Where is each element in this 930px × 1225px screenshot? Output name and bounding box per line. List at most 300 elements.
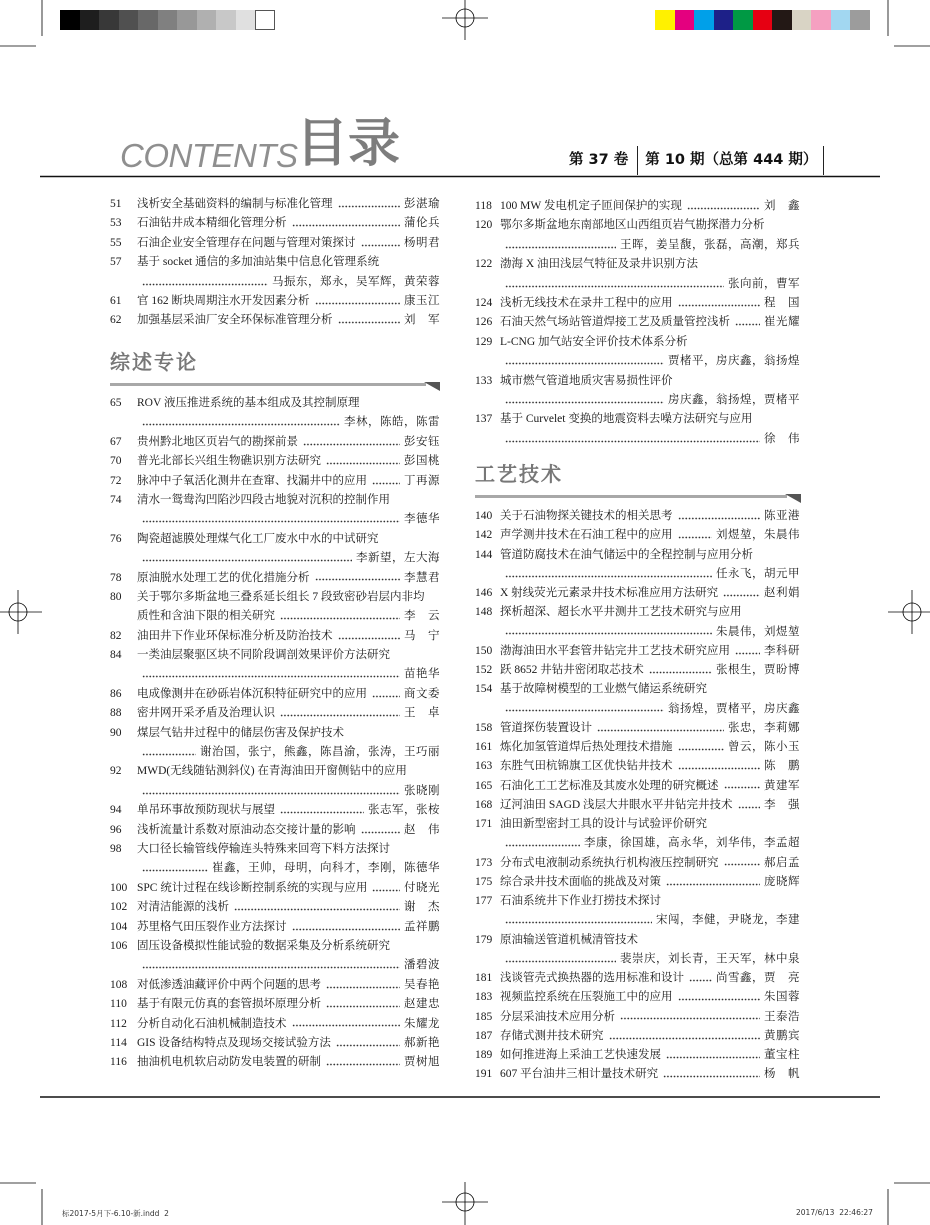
page-number: 84 <box>110 649 122 662</box>
dot-leader <box>505 565 712 584</box>
article-authors: 黄鹏宾 <box>764 1029 800 1042</box>
article-authors: 商文委 <box>404 687 440 700</box>
dot-leader <box>738 796 760 815</box>
article-title: 城市燃气管道地质灾害易损性评价 <box>500 374 673 387</box>
gray-scale-bar <box>60 10 275 30</box>
article-authors: 李德华 <box>404 513 440 526</box>
toc-entry-row <box>110 292 440 311</box>
gray-swatch <box>60 10 80 30</box>
toc-entry-row <box>475 526 800 545</box>
page-number: 53 <box>110 217 122 230</box>
gray-swatch <box>158 10 178 30</box>
page-number: 67 <box>110 435 122 448</box>
article-title: 清水一鸳鸯沟凹陷沙四段古地貌对沉积的控制作用 <box>137 493 390 506</box>
dot-leader <box>597 719 724 738</box>
toc-entry-row <box>475 969 800 988</box>
article-authors: 蒲伦兵 <box>404 217 440 230</box>
toc-entry-row <box>475 719 800 738</box>
gray-swatch <box>216 10 236 30</box>
dot-leader <box>142 413 340 432</box>
article-title: 渤海油田水平套管井钻完井工艺技术研究应用 <box>500 644 730 657</box>
toc-entry-row <box>110 704 440 723</box>
article-authors: 康玉江 <box>404 294 440 307</box>
footer-file-name: 标2017-5月下-6.10-新.indd 2 <box>62 1209 169 1218</box>
toc-entry-row <box>110 452 440 471</box>
gray-swatch <box>255 10 275 30</box>
toc-author-row <box>475 352 800 371</box>
color-swatch <box>831 10 851 30</box>
gray-swatch <box>99 10 119 30</box>
article-authors: 赵建忠 <box>404 998 440 1011</box>
dot-leader <box>338 627 401 646</box>
toc-entry-row <box>110 588 440 607</box>
article-authors: 张晓刚 <box>404 784 440 797</box>
page-number: 98 <box>110 842 122 855</box>
page-number: 163 <box>475 760 493 773</box>
color-swatch <box>733 10 753 30</box>
toc-entry-row <box>475 372 800 391</box>
article-authors: 房庆鑫，翁扬煌，贾楮平 <box>668 393 800 406</box>
dot-leader <box>142 549 352 568</box>
page-number: 114 <box>110 1036 127 1049</box>
page-number: 120 <box>475 219 493 232</box>
color-swatch <box>811 10 831 30</box>
page-number: 144 <box>475 548 493 561</box>
crop-mark-bottom-right <box>888 1183 930 1225</box>
page-number: 94 <box>110 804 122 817</box>
page-number: 152 <box>475 664 493 676</box>
dot-leader <box>292 214 401 233</box>
article-title: 石油企业安全管理存在问题与管理对策探讨 <box>137 236 356 249</box>
toc-author-row <box>475 911 800 930</box>
toc-entry-row <box>110 685 440 704</box>
article-title: 分层采油技术应用分析 <box>500 1010 615 1023</box>
article-authors: 贾楮平，房庆鑫，翁扬煌 <box>668 355 800 368</box>
dot-leader <box>678 738 725 757</box>
left-column-section-entries <box>110 394 440 1073</box>
toc-author-row <box>475 834 800 853</box>
toc-entry-row <box>110 879 440 898</box>
dot-leader <box>142 956 400 975</box>
article-title: 分布式电液制动系统执行机构液压控制研究 <box>500 856 719 869</box>
article-authors: 郝启孟 <box>764 856 800 869</box>
toc-entry-row <box>110 801 440 820</box>
article-authors: 谢 杰 <box>404 901 440 914</box>
registration-mark-left <box>0 590 42 634</box>
page-number: 150 <box>475 644 493 657</box>
toc-entry-row <box>110 491 440 510</box>
page-number: 106 <box>110 939 128 952</box>
section-heading-review: 综述专论 <box>110 350 198 374</box>
article-title: 管道探伤装置设计 <box>500 721 592 734</box>
dot-leader <box>372 472 400 491</box>
article-authors: 郝新艳 <box>404 1036 440 1049</box>
article-title: 抽油机电机软启动防发电装置的研制 <box>137 1056 321 1069</box>
dot-leader <box>336 1034 400 1053</box>
registration-mark-right <box>888 590 930 634</box>
toc-entry-row <box>475 294 800 313</box>
section-underline-process <box>475 494 801 503</box>
article-title: 单吊环事故预防现状与展望 <box>137 804 275 817</box>
page-number: 80 <box>110 590 122 603</box>
article-authors: 董宝柱 <box>764 1049 800 1061</box>
article-authors: 张向前，曹军 <box>728 277 800 290</box>
article-title: 贵州黔北地区页岩气的勘探前景 <box>137 435 298 448</box>
article-authors: 张志军，张桉 <box>368 804 440 817</box>
toc-author-row <box>110 510 440 529</box>
dot-leader <box>724 777 761 796</box>
article-title: 关于石油物探关键技术的相关思考 <box>500 510 673 522</box>
toc-author-row <box>475 275 800 294</box>
toc-entry-row <box>475 738 800 757</box>
dot-leader <box>505 700 664 719</box>
dot-leader <box>663 1065 760 1084</box>
article-title: 普光北部长兴组生物礁识别方法研究 <box>137 455 321 468</box>
article-title: 石油化工工艺标准及其废水处理的研究概述 <box>500 779 719 792</box>
article-authors: 付晓光 <box>404 881 440 894</box>
page-number: 142 <box>475 529 493 542</box>
dot-leader <box>723 584 760 603</box>
article-authors: 裴崇庆，刘长青，王天军，林中泉 <box>620 952 800 965</box>
article-authors: 朱国蓉 <box>764 991 800 1004</box>
page-number: 92 <box>110 765 122 778</box>
page-number: 55 <box>110 236 122 249</box>
article-authors: 翁扬煌，贾楮平，房庆鑫 <box>668 702 800 715</box>
article-authors: 丁再源 <box>404 474 440 487</box>
toc-entry-row <box>110 530 440 549</box>
article-authors: 刘 鑫 <box>764 200 800 212</box>
dot-leader <box>505 430 760 449</box>
page-number: 161 <box>475 741 493 753</box>
article-title: 关于鄂尔多斯盆地三叠系延长组长 7 段致密砂岩层内非均 <box>137 590 425 603</box>
page-number: 96 <box>110 823 122 836</box>
page-number: 173 <box>475 856 493 869</box>
article-title: 管道防腐技术在油气储运中的全程控制与应用分析 <box>500 548 753 561</box>
article-authors: 朱晨伟，刘煜堃 <box>716 625 800 638</box>
toc-entry-row <box>475 197 800 216</box>
article-title: 基于有限元仿真的套管损坏原理分析 <box>137 998 321 1011</box>
color-swatch <box>655 10 675 30</box>
page-number: 72 <box>110 474 122 487</box>
dot-leader <box>142 743 196 762</box>
article-title: 如何推进海上采油工艺快速发展 <box>500 1049 661 1061</box>
page-number: 124 <box>475 296 493 309</box>
article-authors: 马 宁 <box>404 629 440 642</box>
article-title: GIS 设备结构特点及现场交接试验方法 <box>137 1036 331 1049</box>
dot-leader <box>326 452 400 471</box>
dot-leader <box>505 834 580 853</box>
footer-timestamp: 2017/6/13 22:46:27 <box>796 1208 873 1217</box>
dot-leader <box>142 510 400 529</box>
dot-leader <box>505 275 724 294</box>
toc-author-row <box>110 782 440 801</box>
article-authors: 陈亚港 <box>764 510 800 522</box>
article-title: 浅析无线技术在录井工程中的应用 <box>500 296 673 309</box>
page-number: 129 <box>475 335 493 348</box>
page-number: 179 <box>475 933 493 946</box>
toc-entry-row <box>475 546 800 565</box>
article-title: 苏里格气田压裂作业方法探讨 <box>137 920 287 933</box>
dot-leader <box>142 782 400 801</box>
toc-entry-row <box>110 840 440 859</box>
dot-leader <box>678 526 713 545</box>
article-authors: 李科研 <box>764 644 800 657</box>
page-number: 189 <box>475 1049 493 1061</box>
article-authors: 赵 伟 <box>404 823 440 836</box>
toc-entry-row <box>475 313 800 332</box>
toc-author-row <box>475 565 800 584</box>
toc-entry-row <box>110 433 440 452</box>
page-number: 168 <box>475 798 493 811</box>
article-title: MWD(无线随钻测斜仪) 在青海油田开窗侧钻中的应用 <box>137 765 407 778</box>
article-authors: 苗艳华 <box>404 668 440 681</box>
article-title: 原油输送管道机械清管技术 <box>500 933 638 946</box>
crop-mark-top-left <box>0 0 42 46</box>
article-title: 基于故障树模型的工业燃气储运系统研究 <box>500 683 707 696</box>
dot-leader <box>142 665 400 684</box>
dot-leader <box>361 234 401 253</box>
toc-entry-row <box>110 995 440 1014</box>
toc-entry-row <box>475 216 800 235</box>
article-authors: 尚雪鑫，贾 亮 <box>716 972 800 984</box>
article-title: 脉冲中子氧活化测井在查窜、找漏井中的应用 <box>137 474 367 487</box>
toc-entry-row <box>110 214 440 233</box>
article-authors: 李新望，左大海 <box>356 552 440 565</box>
article-authors: 宋闯，李健，尹晓龙，李建 <box>656 914 800 927</box>
article-authors: 潘碧波 <box>404 959 440 972</box>
page-number: 82 <box>110 629 122 642</box>
toc-author-row <box>110 665 440 684</box>
dot-leader <box>724 854 761 873</box>
article-title: 石油钻井成本精细化管理分析 <box>137 217 287 230</box>
dot-leader <box>142 859 208 878</box>
article-authors: 刘煜堃，朱晨伟 <box>716 529 800 542</box>
page-number: 116 <box>110 1056 127 1069</box>
crop-mark-bottom-left <box>0 1183 42 1225</box>
dot-leader <box>280 607 400 626</box>
right-column-section-entries <box>475 507 800 1085</box>
issue-info <box>560 146 824 175</box>
page-number: 78 <box>110 571 122 584</box>
toc-entry-row <box>110 898 440 917</box>
dot-leader <box>666 1046 760 1065</box>
dot-leader <box>678 507 761 526</box>
article-title: 煤层气钻井过程中的储层伤害及保护技术 <box>137 726 344 739</box>
dot-leader <box>620 1008 760 1027</box>
page-number: 154 <box>475 683 493 696</box>
toc-author-row <box>110 956 440 975</box>
color-swatch <box>792 10 812 30</box>
article-authors: 李林，陈皓，陈雷 <box>344 416 440 429</box>
gray-swatch <box>80 10 100 30</box>
toc-entry-row <box>475 777 800 796</box>
article-title: 综合录井技术面临的挑战及对策 <box>500 875 661 888</box>
article-authors: 李康，徐国雄，高永华，刘华伟，李孟超 <box>584 837 800 850</box>
dot-leader <box>315 569 401 588</box>
toc-entry-row <box>475 931 800 950</box>
toc-entry-row <box>475 584 800 603</box>
toc-continuation-row <box>110 607 440 626</box>
toc-entry-row <box>475 1065 800 1084</box>
article-title: 加强基层采油厂安全环保标准管理分析 <box>137 314 333 327</box>
page-number: 112 <box>110 1017 127 1030</box>
page-number: 90 <box>110 726 122 739</box>
article-title: 探析超深、超长水平井测井工艺技术研究与应用 <box>500 606 742 619</box>
dot-leader <box>234 898 400 917</box>
page-number: 86 <box>110 687 122 700</box>
toc-entry-row <box>475 815 800 834</box>
dot-leader <box>505 950 616 969</box>
page-number: 110 <box>110 998 127 1011</box>
article-title: 基于 socket 通信的多加油站集中信息化管理系统 <box>137 256 380 269</box>
article-authors: 张根生，贾昐博 <box>716 664 800 676</box>
article-title: 浅析安全基础资料的编制与标准化管理 <box>137 198 333 210</box>
dot-leader <box>372 879 400 898</box>
article-title: 一类油层聚驱区块不同阶段调剖效果评价方法研究 <box>137 649 390 662</box>
page-number: 126 <box>475 316 493 329</box>
dot-leader <box>280 704 400 723</box>
article-title: 陶瓷超滤膜处理煤气化工厂废水中水的中试研究 <box>137 532 379 545</box>
dot-leader <box>292 1015 401 1034</box>
gray-swatch <box>119 10 139 30</box>
toc-entry-row <box>110 627 440 646</box>
dot-leader <box>609 1027 761 1046</box>
toc-entry-row <box>110 1015 440 1034</box>
page-number: 51 <box>110 198 122 210</box>
article-authors: 李慧君 <box>404 571 440 584</box>
dot-leader <box>326 976 400 995</box>
article-title: 跃 8652 井钻井密闭取芯技术 <box>500 664 644 676</box>
page-number: 140 <box>475 510 493 522</box>
page-number: 104 <box>110 920 128 933</box>
article-title: L-CNG 加气站安全评价技术体系分析 <box>500 335 688 348</box>
article-title: 浅析流量计系数对原油动态交接计量的影响 <box>137 823 356 836</box>
article-authors: 庞晓辉 <box>764 875 800 888</box>
article-title: X 射线荧光元素录井技术标准应用方法研究 <box>500 587 719 599</box>
toc-entry-row <box>110 918 440 937</box>
dot-leader <box>649 661 712 680</box>
page-number: 148 <box>475 606 493 619</box>
page-number: 108 <box>110 978 128 991</box>
article-title: 油田井下作业环保标准分析及防治技术 <box>137 629 333 642</box>
article-title: 对清洁能源的浅析 <box>137 901 229 914</box>
toc-entry-row <box>110 937 440 956</box>
toc-entry-row <box>110 976 440 995</box>
page-number: 146 <box>475 587 493 599</box>
page-number: 158 <box>475 721 493 734</box>
article-authors: 谢治国，张宁，熊鑫，陈昌渝，张涛，王巧丽 <box>200 746 440 759</box>
dot-leader <box>505 236 616 255</box>
toc-entry-row <box>110 724 440 743</box>
toc-entry-row <box>475 854 800 873</box>
dot-leader <box>678 294 761 313</box>
color-swatch <box>772 10 792 30</box>
registration-mark-top <box>442 0 488 40</box>
page-number: 183 <box>475 991 493 1004</box>
article-title: 浅谈管壳式换热器的选用标准和设计 <box>500 972 684 984</box>
article-title: 视频监控系统在压裂施工中的应用 <box>500 991 673 1004</box>
dot-leader <box>505 352 664 371</box>
dot-leader <box>372 685 400 704</box>
page-number: 62 <box>110 314 122 327</box>
article-authors: 李 云 <box>404 610 440 623</box>
crop-mark-top-right <box>888 0 930 46</box>
toc-entry-row <box>110 472 440 491</box>
article-title: 大口径长输管线停输连头特殊来回弯下料方法探讨 <box>137 842 390 855</box>
toc-author-row <box>110 549 440 568</box>
toc-entry-row <box>475 661 800 680</box>
dot-leader <box>361 821 401 840</box>
color-swatch <box>694 10 714 30</box>
article-title: SPC 统计过程在线诊断控制系统的实现与应用 <box>137 881 368 894</box>
toc-entry-row <box>475 1027 800 1046</box>
page-number: 133 <box>475 374 493 387</box>
dot-leader <box>735 642 760 661</box>
article-authors: 杨 帆 <box>764 1068 800 1081</box>
toc-author-row <box>475 950 800 969</box>
section-underline-review <box>110 382 440 391</box>
article-authors: 崔鑫，王帅，母明，向科才，李刚，陈德华 <box>212 862 440 875</box>
article-authors: 朱耀龙 <box>404 1017 440 1030</box>
toc-author-row <box>110 273 440 292</box>
article-authors: 彭国桃 <box>404 455 440 468</box>
page-number: 65 <box>110 397 122 409</box>
page-number: 137 <box>475 413 493 426</box>
toc-author-row <box>110 413 440 432</box>
article-authors: 孟祥鹏 <box>404 920 440 933</box>
article-authors: 赵利娟 <box>764 587 800 599</box>
gray-swatch <box>177 10 197 30</box>
article-authors: 黄建军 <box>764 779 800 792</box>
left-column-top-entries <box>110 195 440 331</box>
dot-leader <box>326 1053 400 1072</box>
article-title: 官 162 断块周期注水开发因素分析 <box>137 294 310 307</box>
color-swatch <box>753 10 773 30</box>
toc-entry-row <box>475 873 800 892</box>
toc-entry-row <box>110 646 440 665</box>
dot-leader <box>689 969 712 988</box>
dot-leader <box>678 988 761 1007</box>
dot-leader <box>735 313 760 332</box>
article-title: 渤海 X 油田浅层气特征及录井识别方法 <box>500 258 699 271</box>
toc-entry-row <box>475 333 800 352</box>
page-number: 181 <box>475 972 493 984</box>
gray-swatch <box>236 10 256 30</box>
dot-leader <box>142 273 268 292</box>
page-number: 88 <box>110 707 122 720</box>
page-number: 122 <box>475 258 493 271</box>
toc-entry-row <box>110 762 440 781</box>
page-number: 102 <box>110 901 128 914</box>
article-title: 密井网开采矛盾及治理认识 <box>137 707 275 720</box>
toc-entry-row <box>110 569 440 588</box>
article-authors: 任永飞，胡元甲 <box>716 567 800 580</box>
dot-leader <box>505 911 652 930</box>
article-authors: 张忠，李莉娜 <box>728 721 800 734</box>
toc-author-row <box>475 236 800 255</box>
dot-leader <box>326 995 400 1014</box>
article-title: 100 MW 发电机定子匝间保护的实现 <box>500 200 682 212</box>
page-number: 171 <box>475 818 493 830</box>
color-swatch <box>675 10 695 30</box>
issue-label: 第 10 期（总第 444 期） <box>638 146 824 175</box>
article-authors: 陈 鹏 <box>764 760 800 773</box>
dot-leader <box>303 433 400 452</box>
article-title: 油田新型密封工具的设计与试验评价研究 <box>500 818 707 830</box>
article-authors: 杨明君 <box>404 236 440 249</box>
dot-leader <box>666 873 760 892</box>
article-authors: 李 强 <box>764 798 800 811</box>
